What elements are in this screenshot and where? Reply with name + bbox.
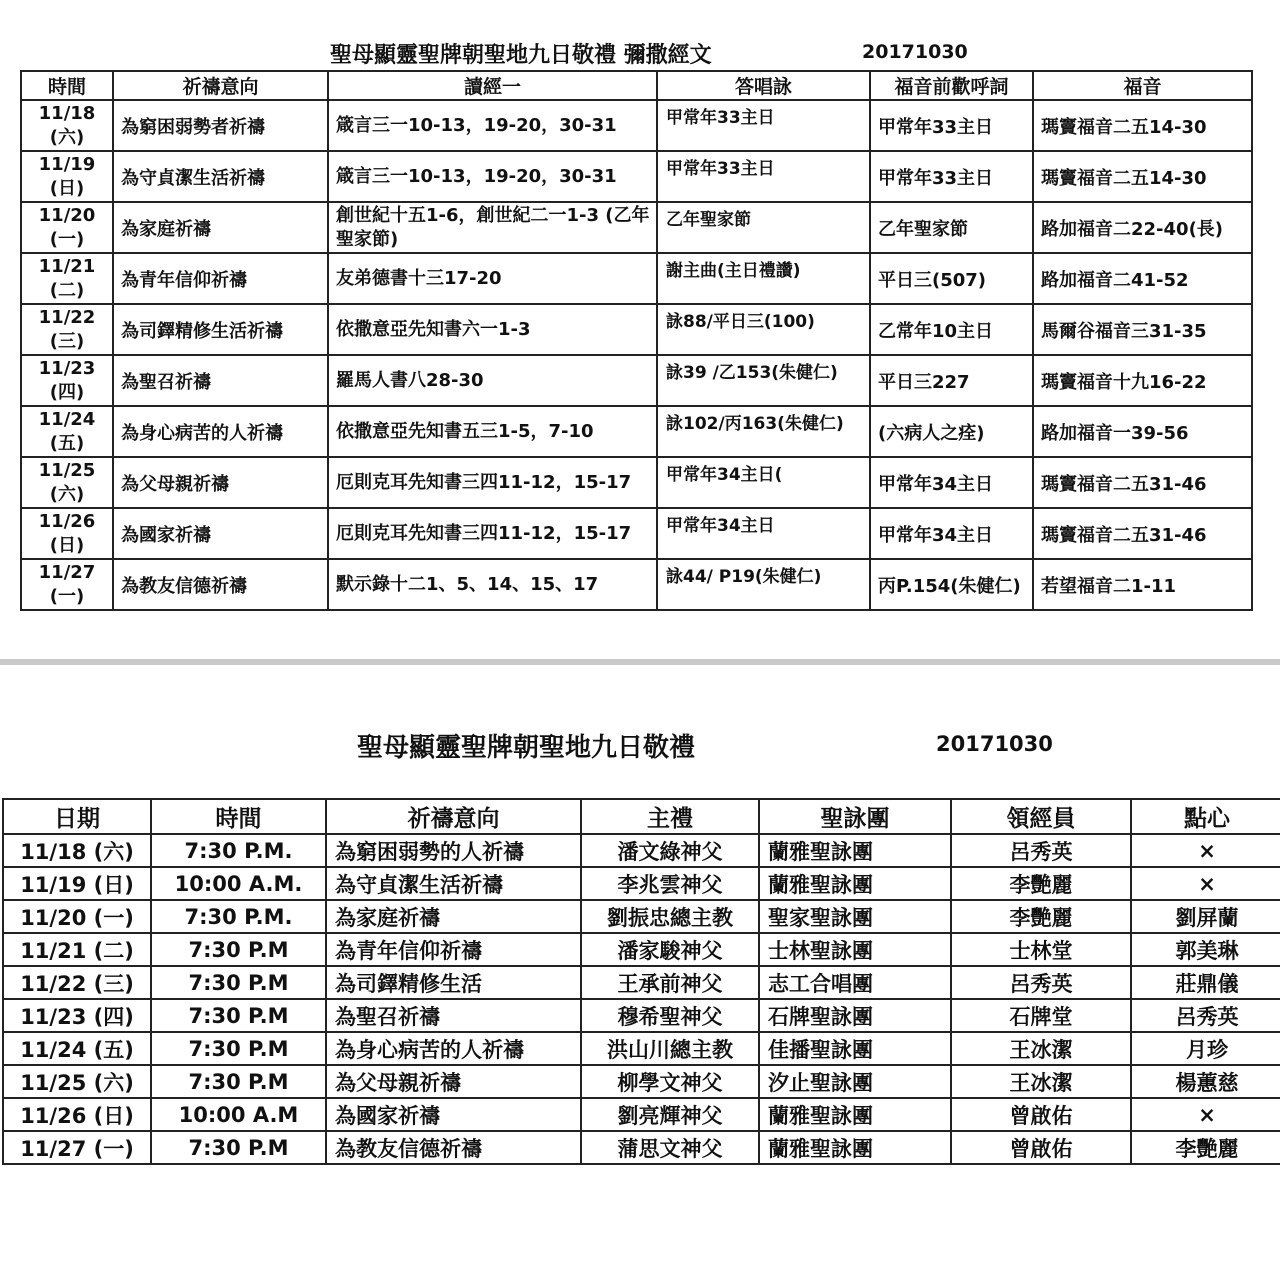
weekday-value: (二) xyxy=(49,279,85,301)
date-value: 11/27 xyxy=(38,561,96,583)
table-row xyxy=(21,355,1252,406)
leader-cell: 石牌堂 xyxy=(951,999,1131,1032)
reading-cell: 厄則克耳先知書三四11-12，15-17 xyxy=(328,457,657,508)
table-row xyxy=(3,834,1280,867)
celebrant-cell: 洪山川總主教 xyxy=(581,1032,759,1065)
table-row xyxy=(3,933,1280,966)
snack-cell: × xyxy=(1131,834,1280,867)
acclamation-cell: 甲常年33主日 xyxy=(870,100,1033,151)
responsorial-cell: 詠102/丙163(朱健仁) xyxy=(657,406,870,457)
table-row xyxy=(3,966,1280,999)
intent-cell: 為家庭祈禱 xyxy=(326,900,581,933)
weekday-value: (五) xyxy=(49,432,85,454)
celebrant-cell: 蒲思文神父 xyxy=(581,1131,759,1164)
novena-schedule-table xyxy=(2,798,1280,1165)
celebrant-cell: 劉亮輝神父 xyxy=(581,1098,759,1131)
snack-cell: 李艷麗 xyxy=(1131,1131,1280,1164)
time-cell: 10:00 A.M. xyxy=(151,867,326,900)
table-row xyxy=(21,100,1252,151)
intent-cell: 為教友信德祈禱 xyxy=(326,1131,581,1164)
date-cell: 11/18 (六) xyxy=(3,834,151,867)
intent-cell: 為聖召祈禱 xyxy=(326,999,581,1032)
table-row xyxy=(21,202,1252,253)
responsorial-cell: 詠88/平日三(100) xyxy=(657,304,870,355)
table-row xyxy=(21,559,1252,610)
responsorial-cell: 甲常年34主日( xyxy=(657,457,870,508)
table-row xyxy=(21,457,1252,508)
leader-cell: 呂秀英 xyxy=(951,966,1131,999)
novena-schedule-title: 聖母顯靈聖牌朝聖地九日敬禮 xyxy=(357,733,696,763)
header-snack: 點心 xyxy=(1131,799,1280,834)
responsorial-cell: 詠44/ P19(朱健仁) xyxy=(657,559,870,610)
table-header-row xyxy=(3,799,1280,834)
intent-cell: 為司鐸精修生活 xyxy=(326,966,581,999)
novena-schedule-date: 20171030 xyxy=(936,732,1053,756)
weekday-value: (一) xyxy=(49,585,85,607)
intent-cell: 為窮困弱勢的人祈禱 xyxy=(326,834,581,867)
date-value: 11/24 xyxy=(38,408,96,430)
acclamation-cell: (六病人之痊) xyxy=(870,406,1033,457)
acclamation-cell: 甲常年34主日 xyxy=(870,508,1033,559)
choir-cell: 士林聖詠團 xyxy=(759,933,951,966)
leader-cell: 李艷麗 xyxy=(951,867,1131,900)
choir-cell: 蘭雅聖詠團 xyxy=(759,834,951,867)
date-cell: 11/21 (二) xyxy=(3,933,151,966)
date-cell: 11/19 (日) xyxy=(3,867,151,900)
header-gospel: 福音 xyxy=(1033,71,1252,100)
responsorial-cell: 詠39 /乙153(朱健仁) xyxy=(657,355,870,406)
weekday-value: (三) xyxy=(49,330,85,352)
header-responsorial: 答唱詠 xyxy=(657,71,870,100)
gospel-cell: 路加福音二22-40(長) xyxy=(1033,202,1252,253)
date-cell xyxy=(21,508,113,559)
time-cell: 7:30 P.M xyxy=(151,1131,326,1164)
time-cell: 7:30 P.M xyxy=(151,1065,326,1098)
weekday-value: (一) xyxy=(49,228,85,250)
date-cell xyxy=(21,457,113,508)
date-cell xyxy=(21,304,113,355)
date-cell: 11/27 (一) xyxy=(3,1131,151,1164)
responsorial-cell: 甲常年33主日 xyxy=(657,100,870,151)
date-cell xyxy=(21,559,113,610)
intent-cell: 為守貞潔生活祈禱 xyxy=(113,151,328,202)
date-cell xyxy=(21,151,113,202)
intent-cell: 為身心病苦的人祈禱 xyxy=(326,1032,581,1065)
table-row xyxy=(3,1032,1280,1065)
table-row xyxy=(3,1098,1280,1131)
header-intent: 祈禱意向 xyxy=(113,71,328,100)
intent-cell: 為窮困弱勢者祈禱 xyxy=(113,100,328,151)
snack-cell: × xyxy=(1131,1098,1280,1131)
time-cell: 7:30 P.M xyxy=(151,999,326,1032)
date-cell: 11/26 (日) xyxy=(3,1098,151,1131)
intent-cell: 為司鐸精修生活祈禱 xyxy=(113,304,328,355)
intent-cell: 為國家祈禱 xyxy=(326,1098,581,1131)
leader-cell: 李艷麗 xyxy=(951,900,1131,933)
snack-cell: 郭美琳 xyxy=(1131,933,1280,966)
gospel-cell: 瑪竇福音二五14-30 xyxy=(1033,100,1252,151)
header-acclamation: 福音前歡呼詞 xyxy=(870,71,1033,100)
date-cell xyxy=(21,100,113,151)
reading-cell: 默示錄十二1、5、14、15、17 xyxy=(328,559,657,610)
choir-cell: 佳播聖詠團 xyxy=(759,1032,951,1065)
date-value: 11/19 xyxy=(38,153,96,175)
header-date: 日期 xyxy=(3,799,151,834)
date-cell: 11/24 (五) xyxy=(3,1032,151,1065)
date-cell: 11/23 (四) xyxy=(3,999,151,1032)
celebrant-cell: 潘文綠神父 xyxy=(581,834,759,867)
mass-readings-table xyxy=(20,70,1253,611)
acclamation-cell: 乙常年10主日 xyxy=(870,304,1033,355)
weekday-value: (日) xyxy=(49,534,85,556)
choir-cell: 志工合唱團 xyxy=(759,966,951,999)
header-intent: 祈禱意向 xyxy=(326,799,581,834)
date-cell: 11/20 (一) xyxy=(3,900,151,933)
date-value: 11/25 xyxy=(38,459,96,481)
celebrant-cell: 柳學文神父 xyxy=(581,1065,759,1098)
date-value: 11/21 xyxy=(38,255,96,277)
acclamation-cell: 乙年聖家節 xyxy=(870,202,1033,253)
intent-cell: 為青年信仰祈禱 xyxy=(113,253,328,304)
choir-cell: 汐止聖詠團 xyxy=(759,1065,951,1098)
time-cell: 7:30 P.M xyxy=(151,966,326,999)
table-row xyxy=(3,999,1280,1032)
time-cell: 10:00 A.M xyxy=(151,1098,326,1131)
date-cell xyxy=(21,253,113,304)
gospel-cell: 若望福音二1-11 xyxy=(1033,559,1252,610)
reading-cell: 箴言三一10-13，19-20，30-31 xyxy=(328,151,657,202)
choir-cell: 蘭雅聖詠團 xyxy=(759,1131,951,1164)
snack-cell: 楊蕙慈 xyxy=(1131,1065,1280,1098)
intent-cell: 為國家祈禱 xyxy=(113,508,328,559)
mass-readings-date: 20171030 xyxy=(862,41,968,63)
table-row xyxy=(21,304,1252,355)
table-row xyxy=(21,406,1252,457)
reading-cell: 羅馬人書八28-30 xyxy=(328,355,657,406)
table-row xyxy=(21,508,1252,559)
reading-cell: 友弟德書十三17-20 xyxy=(328,253,657,304)
date-value: 11/20 xyxy=(38,204,96,226)
responsorial-cell: 乙年聖家節 xyxy=(657,202,870,253)
acclamation-cell: 丙P.154(朱健仁) xyxy=(870,559,1033,610)
date-value: 11/22 xyxy=(38,306,96,328)
gospel-cell: 瑪竇福音二五14-30 xyxy=(1033,151,1252,202)
date-cell xyxy=(21,406,113,457)
intent-cell: 為身心病苦的人祈禱 xyxy=(113,406,328,457)
table-row xyxy=(3,1065,1280,1098)
weekday-value: (六) xyxy=(49,126,85,148)
table-row xyxy=(21,253,1252,304)
date-value: 11/23 xyxy=(38,357,96,379)
reading-cell: 依撒意亞先知書五三1-5，7-10 xyxy=(328,406,657,457)
acclamation-cell: 平日三227 xyxy=(870,355,1033,406)
weekday-value: (日) xyxy=(49,177,85,199)
leader-cell: 士林堂 xyxy=(951,933,1131,966)
date-cell xyxy=(21,355,113,406)
gospel-cell: 瑪竇福音十九16-22 xyxy=(1033,355,1252,406)
section-divider xyxy=(0,659,1280,665)
responsorial-cell: 甲常年34主日 xyxy=(657,508,870,559)
date-cell: 11/22 (三) xyxy=(3,966,151,999)
date-value: 11/18 xyxy=(38,102,96,124)
celebrant-cell: 王承前神父 xyxy=(581,966,759,999)
leader-cell: 曾啟佑 xyxy=(951,1098,1131,1131)
intent-cell: 為聖召祈禱 xyxy=(113,355,328,406)
responsorial-cell: 謝主曲(主日禮讚) xyxy=(657,253,870,304)
snack-cell: 呂秀英 xyxy=(1131,999,1280,1032)
choir-cell: 蘭雅聖詠團 xyxy=(759,867,951,900)
snack-cell: × xyxy=(1131,867,1280,900)
gospel-cell: 瑪竇福音二五31-46 xyxy=(1033,508,1252,559)
intent-cell: 為家庭祈禱 xyxy=(113,202,328,253)
choir-cell: 蘭雅聖詠團 xyxy=(759,1098,951,1131)
acclamation-cell: 平日三(507) xyxy=(870,253,1033,304)
snack-cell: 月珍 xyxy=(1131,1032,1280,1065)
intent-cell: 為守貞潔生活祈禱 xyxy=(326,867,581,900)
header-reading: 讀經一 xyxy=(328,71,657,100)
celebrant-cell: 穆希聖神父 xyxy=(581,999,759,1032)
leader-cell: 呂秀英 xyxy=(951,834,1131,867)
gospel-cell: 路加福音一39-56 xyxy=(1033,406,1252,457)
mass-readings-title: 聖母顯靈聖牌朝聖地九日敬禮 彌撒經文 xyxy=(330,43,712,68)
table-header-row xyxy=(21,71,1252,100)
table-row xyxy=(3,900,1280,933)
weekday-value: (六) xyxy=(49,483,85,505)
reading-cell: 創世紀十五1-6，創世紀二一1-3 (乙年聖家節) xyxy=(328,202,657,253)
gospel-cell: 瑪竇福音二五31-46 xyxy=(1033,457,1252,508)
leader-cell: 王冰潔 xyxy=(951,1065,1131,1098)
date-value: 11/26 xyxy=(38,510,96,532)
celebrant-cell: 李兆雲神父 xyxy=(581,867,759,900)
date-cell xyxy=(21,202,113,253)
gospel-cell: 馬爾谷福音三31-35 xyxy=(1033,304,1252,355)
celebrant-cell: 潘家駿神父 xyxy=(581,933,759,966)
intent-cell: 為教友信德祈禱 xyxy=(113,559,328,610)
table-row xyxy=(21,151,1252,202)
reading-cell: 厄則克耳先知書三四11-12，15-17 xyxy=(328,508,657,559)
header-choir: 聖詠團 xyxy=(759,799,951,834)
responsorial-cell: 甲常年33主日 xyxy=(657,151,870,202)
choir-cell: 聖家聖詠團 xyxy=(759,900,951,933)
gospel-cell: 路加福音二41-52 xyxy=(1033,253,1252,304)
choir-cell: 石牌聖詠團 xyxy=(759,999,951,1032)
leader-cell: 王冰潔 xyxy=(951,1032,1131,1065)
acclamation-cell: 甲常年33主日 xyxy=(870,151,1033,202)
reading-cell: 依撒意亞先知書六一1-3 xyxy=(328,304,657,355)
time-cell: 7:30 P.M. xyxy=(151,900,326,933)
header-leader: 領經員 xyxy=(951,799,1131,834)
time-cell: 7:30 P.M xyxy=(151,933,326,966)
header-time: 時間 xyxy=(21,71,113,100)
header-celebrant: 主禮 xyxy=(581,799,759,834)
time-cell: 7:30 P.M. xyxy=(151,834,326,867)
snack-cell: 劉屏蘭 xyxy=(1131,900,1280,933)
table-row xyxy=(3,867,1280,900)
intent-cell: 為父母親祈禱 xyxy=(113,457,328,508)
date-cell: 11/25 (六) xyxy=(3,1065,151,1098)
acclamation-cell: 甲常年34主日 xyxy=(870,457,1033,508)
celebrant-cell: 劉振忠總主教 xyxy=(581,900,759,933)
intent-cell: 為青年信仰祈禱 xyxy=(326,933,581,966)
intent-cell: 為父母親祈禱 xyxy=(326,1065,581,1098)
snack-cell: 莊鼎儀 xyxy=(1131,966,1280,999)
time-cell: 7:30 P.M xyxy=(151,1032,326,1065)
weekday-value: (四) xyxy=(49,381,85,403)
leader-cell: 曾啟佑 xyxy=(951,1131,1131,1164)
header-time: 時間 xyxy=(151,799,326,834)
table-row xyxy=(3,1131,1280,1164)
reading-cell: 箴言三一10-13，19-20，30-31 xyxy=(328,100,657,151)
